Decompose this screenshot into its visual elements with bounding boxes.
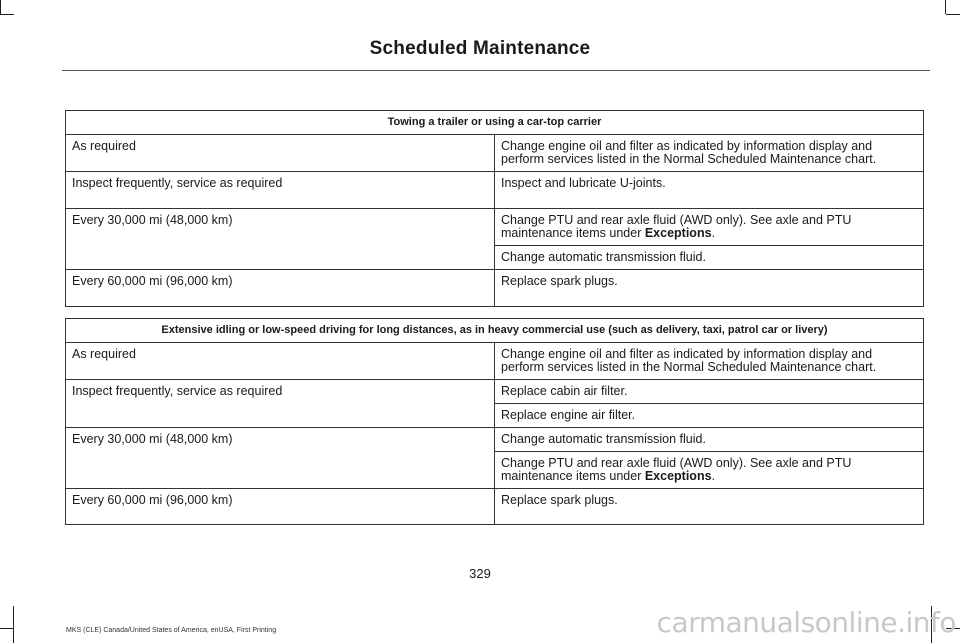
interval-cell: Every 60,000 mi (96,000 km) xyxy=(66,270,495,307)
crop-mark xyxy=(0,0,1,14)
action-cell xyxy=(495,209,924,246)
interval-cell: Every 30,000 mi (48,000 km) xyxy=(66,428,495,489)
crop-mark xyxy=(945,0,946,14)
exceptions-reference: Exceptions xyxy=(644,469,712,483)
interval-cell: As required xyxy=(66,343,495,380)
table-row xyxy=(66,380,924,404)
table-row xyxy=(66,343,924,380)
action-cell: Replace cabin air filter. xyxy=(495,380,924,404)
table-header-row xyxy=(66,111,924,135)
table-header-row xyxy=(66,319,924,343)
towing-maintenance-table xyxy=(65,110,924,307)
action-suffix: . xyxy=(711,469,716,483)
action-cell: Replace engine air filter. xyxy=(495,404,924,428)
interval-cell: As required xyxy=(66,135,495,172)
table-row xyxy=(66,428,924,452)
header-divider xyxy=(62,70,930,71)
crop-mark xyxy=(0,628,14,629)
exceptions-reference: Exceptions xyxy=(644,226,712,240)
action-cell: Change automatic transmission fluid. xyxy=(495,246,924,270)
page-title: Scheduled Maintenance xyxy=(369,38,591,59)
action-cell: Change engine oil and filter as indicated by information display and perform services listed in the Normal Scheduled Maintenance chart. xyxy=(495,135,924,172)
interval-cell: Every 30,000 mi (48,000 km) xyxy=(66,209,495,270)
crop-mark xyxy=(13,606,14,643)
action-cell: Inspect and lubricate U-joints. xyxy=(495,172,924,209)
table-row xyxy=(66,270,924,307)
watermark: carmanualsonline.info xyxy=(656,606,956,639)
action-text: Change PTU and rear axle fluid (AWD only). See axle and PTU maintenance items under xyxy=(501,213,852,240)
crop-mark xyxy=(0,14,14,15)
action-cell: Change engine oil and filter as indicated by information display and perform services listed in the Normal Scheduled Maintenance chart. xyxy=(495,343,924,380)
page-number: 329 xyxy=(469,566,491,581)
footer-text: MKS (CLE) Canada/United States of America, enUSA, First Printing xyxy=(66,627,277,634)
action-cell xyxy=(495,452,924,489)
table-row xyxy=(66,172,924,209)
interval-cell: Inspect frequently, service as required xyxy=(66,172,495,209)
table-row xyxy=(66,209,924,246)
extensive-idling-maintenance-table xyxy=(65,318,924,525)
action-cell: Change automatic transmission fluid. xyxy=(495,428,924,452)
crop-mark xyxy=(946,14,960,15)
table-row xyxy=(66,489,924,525)
action-cell: Replace spark plugs. xyxy=(495,489,924,525)
action-cell: Replace spark plugs. xyxy=(495,270,924,307)
interval-cell: Inspect frequently, service as required xyxy=(66,380,495,428)
action-suffix: . xyxy=(711,226,716,240)
interval-cell: Every 60,000 mi (96,000 km) xyxy=(66,489,495,525)
table-title: Extensive idling or low-speed driving for long distances, as in heavy commercial use (such as delivery, taxi, patrol car or livery) xyxy=(66,319,924,343)
action-text: Change PTU and rear axle fluid (AWD only). See axle and PTU maintenance items under xyxy=(501,456,852,483)
table-title: Towing a trailer or using a car-top carrier xyxy=(66,111,924,135)
table-row xyxy=(66,135,924,172)
